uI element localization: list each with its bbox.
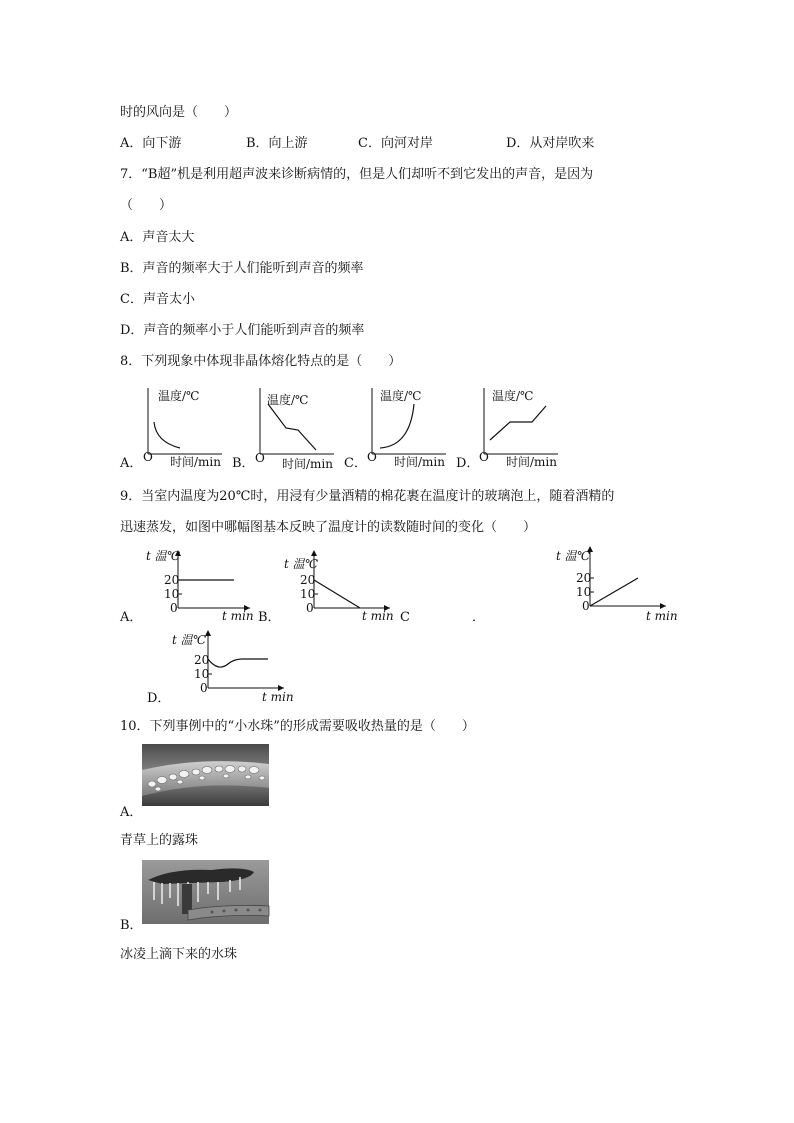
q8-graph-d-origin: O (479, 450, 489, 464)
q9-graph-b-xlabel: t min (362, 609, 394, 623)
q8-graph-d-xlabel: 时间/min (506, 455, 557, 469)
q8-graph-b-ylabel: 温度/℃ (267, 393, 309, 407)
q8-graph-a-xlabel: 时间/min (170, 455, 221, 469)
q9-graph-d-tick-20: 20 (194, 653, 210, 667)
q8-stem: 8．下列现象中体现非晶体熔化特点的是（ ） (120, 354, 402, 369)
q8-graph-a-origin: O (143, 450, 153, 464)
q9-graph-d-ylabel: t 温℃ (172, 633, 207, 647)
q9-graph-a-tick-0: 0 (170, 601, 178, 615)
icicle-seat-photo (142, 860, 269, 924)
q9-graph-b-tick-20: 20 (300, 573, 316, 587)
q9-option-d-letter[interactable]: D． (147, 691, 171, 706)
q7-option-c[interactable]: C．声音太小 (120, 292, 195, 307)
q9-graph-c (590, 546, 674, 616)
q8-graph-b-xlabel: 时间/min (282, 457, 333, 471)
q10-option-a-caption: 青草上的露珠 (120, 833, 199, 848)
q9-graph-c-ylabel: t 温℃ (556, 549, 591, 563)
q8-option-b-letter[interactable]: B． (232, 456, 255, 471)
q9-option-c-letter[interactable]: C (400, 610, 410, 625)
q9-graph-c-tick-0: 0 (582, 599, 590, 613)
q8-option-d-letter[interactable]: D． (456, 456, 480, 471)
q9-graph-a-xlabel: t min (222, 609, 254, 623)
q9-stem-line2: 迅速蒸发，如图中哪幅图基本反映了温度计的读数随时间的变化（ ） (120, 520, 537, 535)
q7-answer-paren: （ ） (120, 198, 173, 213)
q9-option-c-dot: ． (472, 610, 486, 625)
q9-graph-b-ylabel: t 温℃ (284, 557, 319, 571)
q9-option-a-letter[interactable]: A． (120, 610, 143, 625)
q9-stem-line1: 9．当室内温度为20℃时，用浸有少量酒精的棉花裹在温度计的玻璃泡上，随着酒精的 (120, 489, 615, 504)
q6-option-a[interactable]: A．向下游 (120, 136, 182, 151)
q8-graph-d-ylabel: 温度/℃ (492, 389, 534, 403)
q6-option-c[interactable]: C．向河对岸 (358, 136, 433, 151)
q8-graph-c-xlabel: 时间/min (394, 455, 445, 469)
q9-graph-a-ylabel: t 温℃ (146, 549, 181, 563)
q9-graph-b-tick-0: 0 (306, 601, 314, 615)
q7-option-d[interactable]: D．声音的频率小于人们能听到声音的频率 (120, 323, 365, 338)
q9-graph-a-tick-20: 20 (164, 573, 180, 587)
q9-graph-a-tick-10: 10 (164, 587, 180, 601)
q8-graph-c-origin: O (367, 450, 377, 464)
q7-option-a[interactable]: A．声音太大 (120, 230, 195, 245)
q8-option-c-letter[interactable]: C． (344, 456, 367, 471)
q8-graph-a-ylabel: 温度/℃ (158, 389, 200, 403)
q6-stem-tail: 时的风向是（ ） (120, 105, 238, 120)
q10-option-a-letter[interactable]: A． (120, 805, 143, 820)
q10-stem: 10．下列事例中的“小水珠”的形成需要吸收热量的是（ ） (120, 719, 475, 734)
q10-option-b-letter[interactable]: B． (120, 918, 143, 933)
q7-stem: 7．“B超”机是利用超声波来诊断病情的，但是人们却听不到它发出的声音，是因为 (120, 167, 594, 182)
q9-option-b-letter[interactable]: B． (258, 610, 281, 625)
q9-graph-c-tick-20: 20 (576, 571, 592, 585)
q9-graph-b-tick-10: 10 (300, 587, 316, 601)
q9-graph-d-xlabel: t min (262, 690, 294, 704)
q8-graph-c-ylabel: 温度/℃ (380, 389, 422, 403)
q6-option-b[interactable]: B．向上游 (246, 136, 308, 151)
dew-drops-photo (142, 744, 269, 806)
q10-option-b-caption: 冰凌上滴下来的水珠 (120, 947, 238, 962)
q9-graph-d-tick-10: 10 (194, 667, 210, 681)
q8-graph-b-origin: O (255, 451, 265, 465)
q8-option-a-letter[interactable]: A． (120, 456, 143, 471)
q9-graph-c-xlabel: t min (646, 609, 678, 623)
q7-option-b[interactable]: B．声音的频率大于人们能听到声音的频率 (120, 261, 364, 276)
q6-option-d[interactable]: D．从对岸吹来 (506, 136, 595, 151)
q9-graph-c-tick-10: 10 (576, 585, 592, 599)
q9-graph-d-tick-0: 0 (200, 681, 208, 695)
